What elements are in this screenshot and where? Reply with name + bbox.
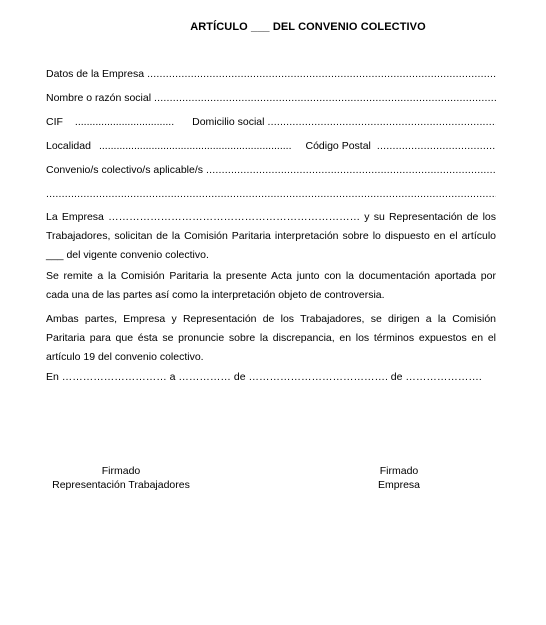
- field-nombre-label: Nombre o razón social: [46, 92, 152, 104]
- field-cif-label: CIF: [46, 116, 63, 128]
- paragraph-solicitud-end: del vigente convenio colectivo.: [66, 249, 209, 261]
- paragraph-solicitud-text: La Empresa ……………………………………………………………… y su Representación de los Trabajadores, solicitan de la Comisión Paritaria interpretación sobre lo dispuesto en el artículo: [46, 211, 496, 242]
- field-localidad-dots[interactable]: ..................................................................: [98, 140, 292, 152]
- title-article-blank: ___: [251, 21, 270, 33]
- paragraph-solicitud: [46, 208, 496, 265]
- fill-dots[interactable]: [377, 140, 496, 152]
- signature-empresa: [358, 465, 440, 492]
- signature-right-party: Empresa: [377, 478, 420, 491]
- signature-left-label: Firmado: [101, 465, 141, 477]
- paragraph-remision: Se remite a la Comisión Paritaria la presente Acta junto con la documentación aportada por cada una de las partes así como la interpretación objeto de controversia.: [46, 270, 496, 301]
- field-localidad-label: Localidad: [46, 140, 91, 152]
- date-place-line[interactable]: En ………………………… a …………… de …………………………………. de ………………….: [46, 371, 482, 383]
- field-datos-empresa[interactable]: [46, 68, 496, 82]
- paragraph-discrepancia: Ambas partes, Empresa y Representación de los Trabajadores, se dirigen a la Comisión Paritaria para que ésta se pronuncie sobre la discrepancia, en los términos expuestos en el artículo 19 del convenio colectivo.: [46, 313, 496, 363]
- field-convenio[interactable]: [46, 164, 496, 178]
- field-localidad-cp-row: [46, 140, 496, 154]
- signature-right-label: Firmado: [379, 465, 419, 477]
- field-convenio-continuation[interactable]: [46, 188, 496, 202]
- field-cif-dots[interactable]: ..................................: [74, 116, 175, 128]
- field-nombre-razon-social[interactable]: [46, 92, 496, 106]
- article-blank[interactable]: ___: [46, 249, 64, 261]
- fill-dots: [147, 68, 496, 80]
- signature-left-party: Representación Trabajadores: [52, 478, 190, 491]
- field-datos-empresa-label: Datos de la Empresa: [46, 68, 145, 80]
- title-prefix: ARTÍCULO: [190, 21, 248, 33]
- field-cp-label: Código Postal: [305, 140, 371, 152]
- signature-representacion: [40, 465, 202, 492]
- field-domicilio-label: Domicilio social: [192, 116, 265, 128]
- fill-dots: [206, 164, 496, 176]
- fill-dots: [46, 188, 496, 200]
- field-convenio-label: Convenio/s colectivo/s aplicable/s: [46, 164, 203, 176]
- title-suffix: DEL CONVENIO COLECTIVO: [272, 21, 426, 33]
- fill-dots[interactable]: [267, 116, 496, 128]
- fill-dots: [154, 92, 496, 104]
- field-cif-domicilio-row: [46, 116, 496, 130]
- document-title: [0, 21, 546, 33]
